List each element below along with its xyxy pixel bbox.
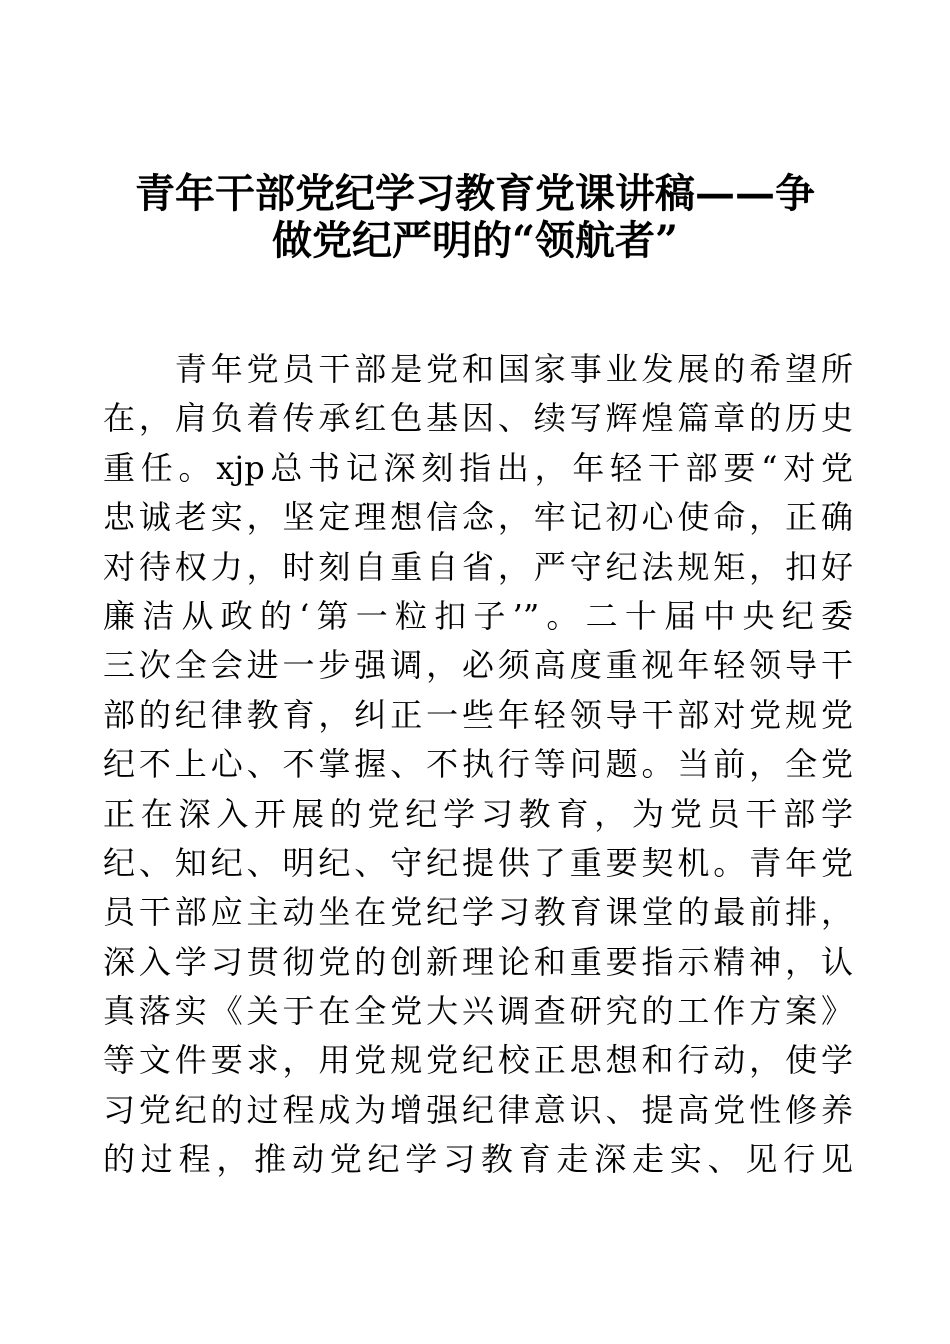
body-line: 青年党员干部是党和国家事业发展的希望所: [103, 350, 853, 388]
body-line: 廉洁从政的‘第一粒扣子’”。二十届中央纪委: [103, 596, 853, 635]
body-line: 对待权力，时刻自重自省，严守纪法规矩，扣好: [103, 547, 853, 586]
body-line: 忠诚老实，坚定理想信念，牢记初心使命，正确: [103, 498, 853, 537]
document-title: [95, 170, 855, 264]
title-line: 青年干部党纪学习教育党课讲稿——争: [135, 170, 815, 217]
body-line: 真落实《关于在全党大兴调查研究的工作方案》: [103, 992, 853, 1031]
body-line: 部的纪律教育，纠正一些年轻领导干部对党规党: [103, 695, 853, 734]
body-line: 重任。xjp总书记深刻指出，年轻干部要“对党: [103, 448, 853, 487]
title-line: 做党纪严明的“领航者”: [271, 217, 678, 264]
body-line: 纪不上心、不掌握、不执行等问题。当前，全党: [103, 745, 853, 784]
body-line: 员干部应主动坐在党纪学习教育课堂的最前排，: [103, 893, 853, 932]
body-line: 深入学习贯彻党的创新理论和重要指示精神，认: [103, 942, 853, 981]
document-body: [103, 345, 853, 1185]
body-line: 等文件要求，用党规党纪校正思想和行动，使学: [103, 1041, 853, 1080]
body-line: 习党纪的过程成为增强纪律意识、提高党性修养: [103, 1090, 853, 1129]
body-line: 的过程，推动党纪学习教育走深走实、见行见: [103, 1140, 853, 1179]
body-line: 正在深入开展的党纪学习教育，为党员干部学: [103, 794, 853, 833]
body-line: 三次全会进一步强调，必须高度重视年轻领导干: [103, 646, 853, 685]
body-line: 纪、知纪、明纪、守纪提供了重要契机。青年党: [103, 843, 853, 882]
body-line: 在，肩负着传承红色基因、续写辉煌篇章的历史: [103, 399, 853, 438]
